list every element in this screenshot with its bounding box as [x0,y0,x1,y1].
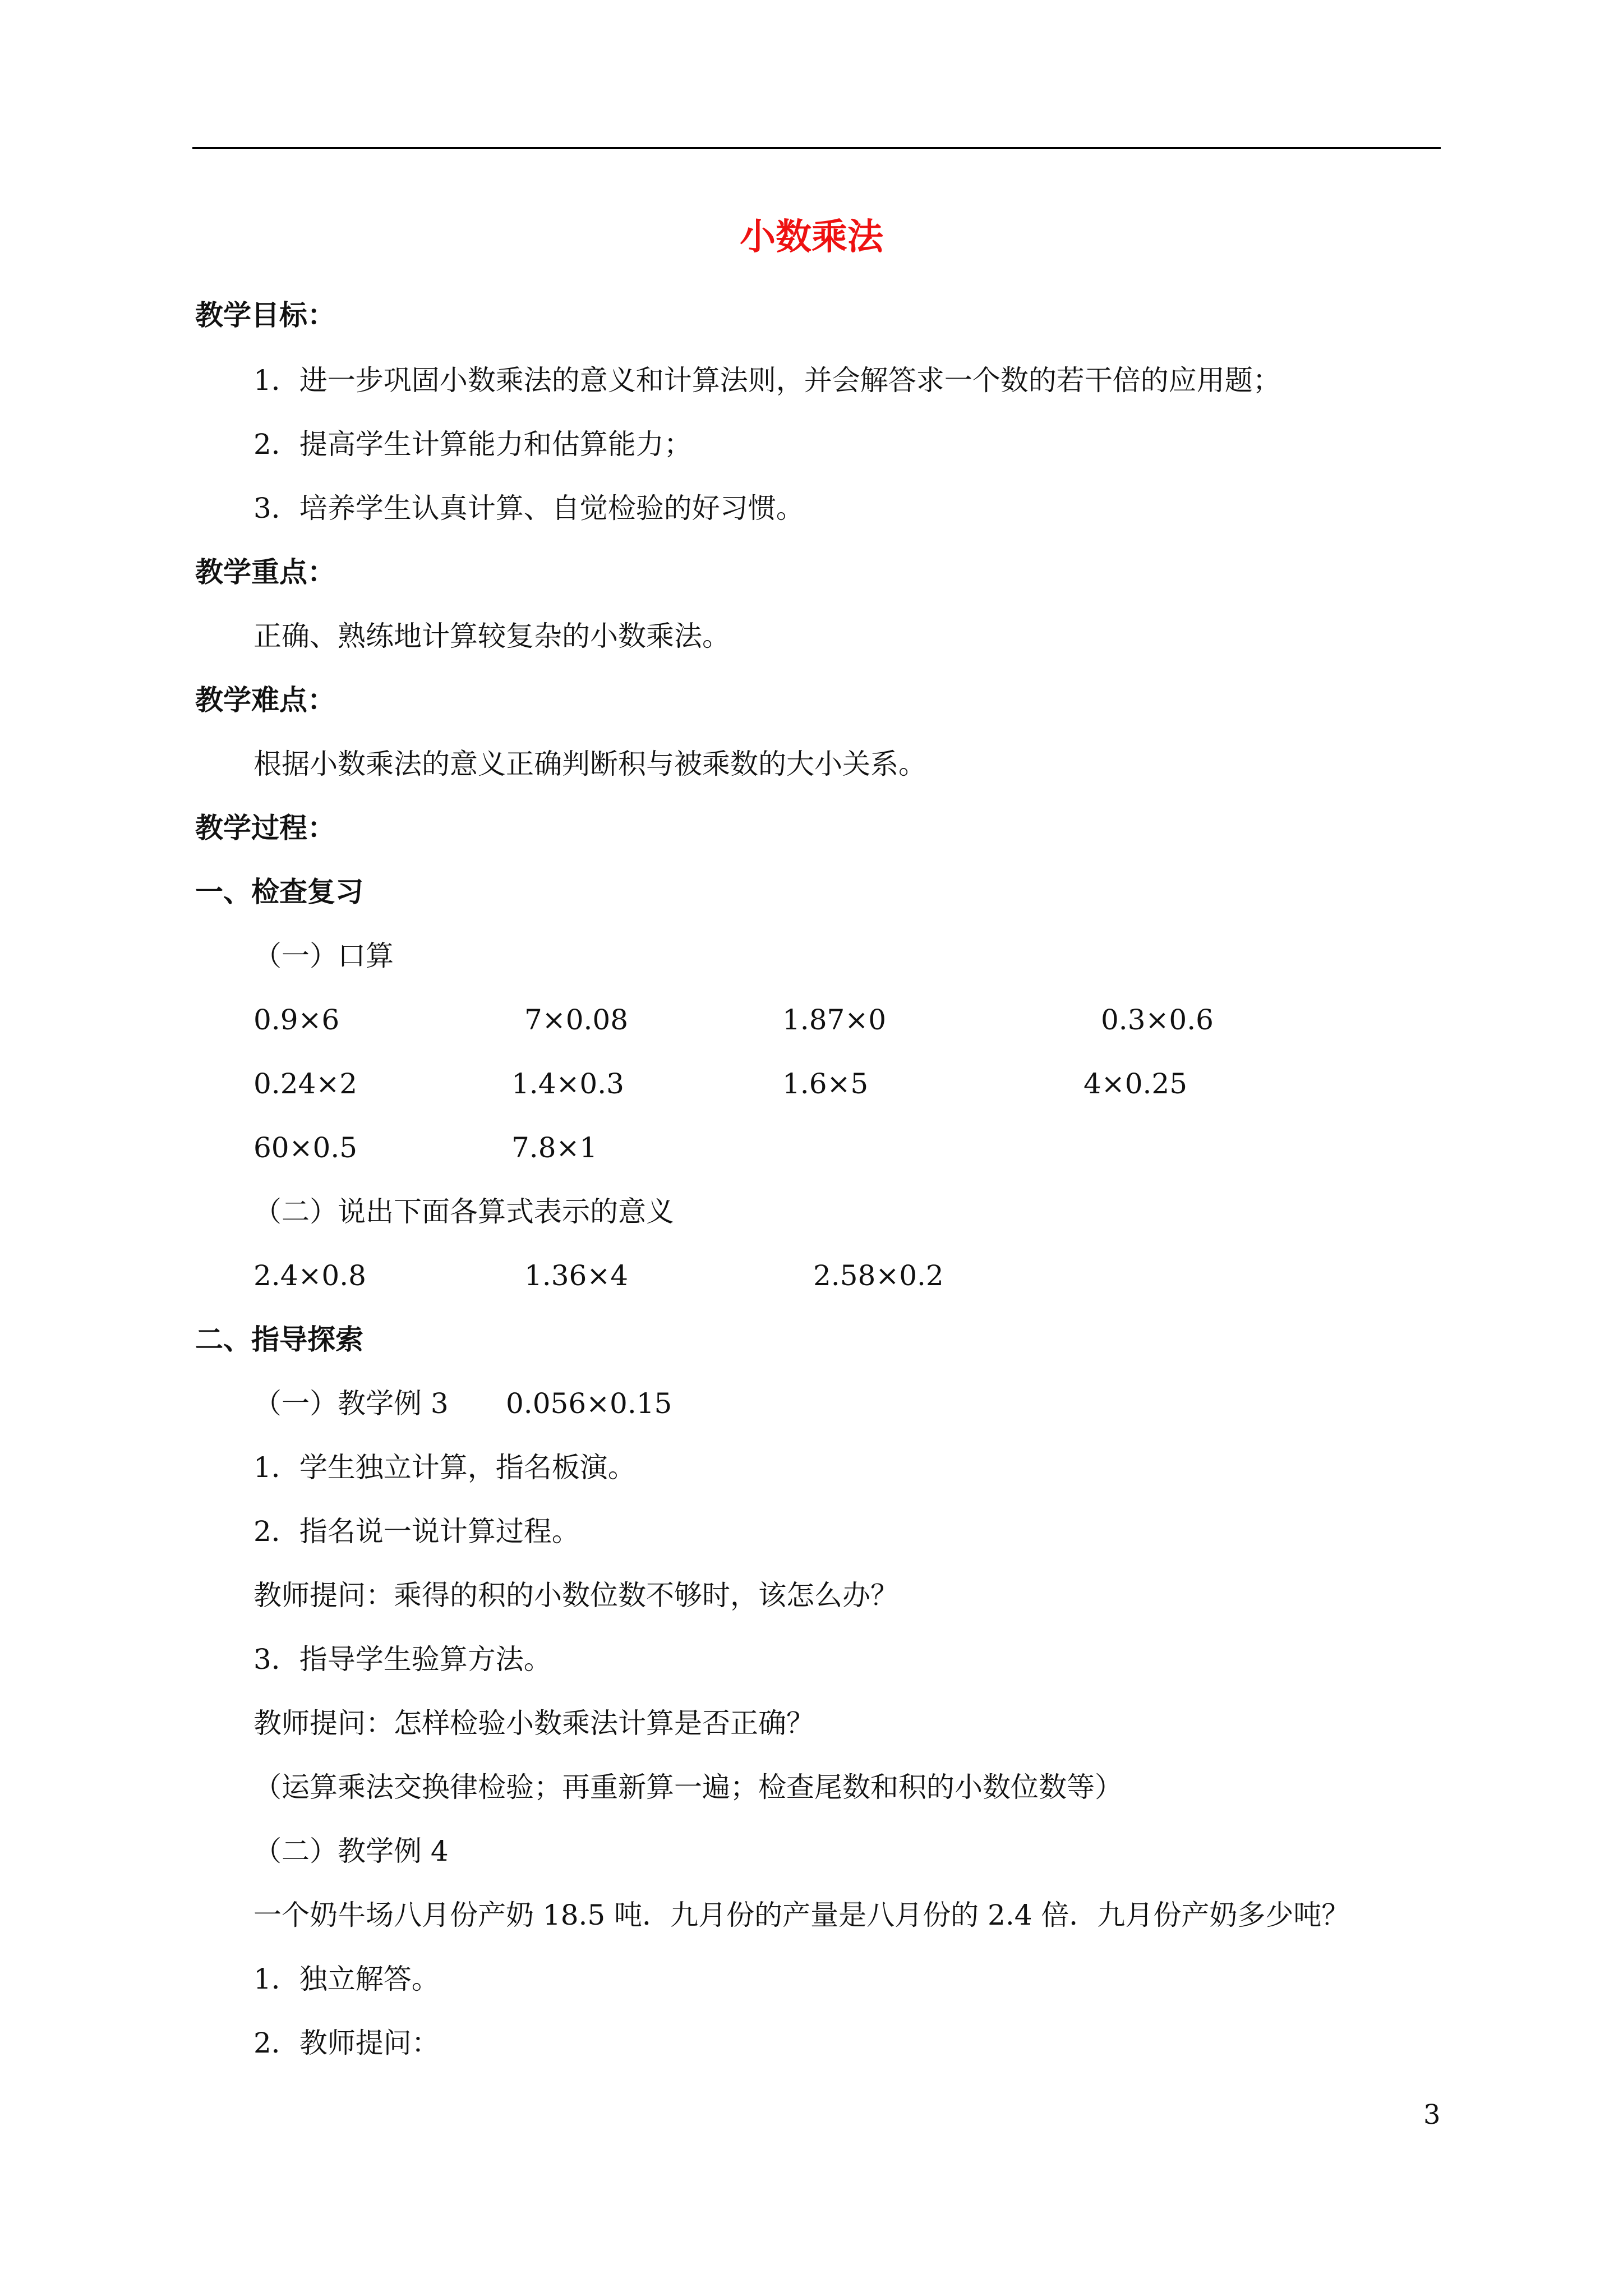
process-line: （运算乘法交换律检验；再重新算一遍；检查尾数和积的小数位数等） [253,1771,1123,1803]
key-points-heading: 教学重点： [195,556,335,588]
page-title: 小数乘法 [740,217,883,258]
header-rule [192,147,1441,149]
meaning-expr: 2.4×0.8 [253,1259,366,1292]
process-line: 1．独立解答。 [253,1963,440,1995]
example4-problem: 一个奶牛场八月份产奶 18.5 吨．九月份的产量是八月份的 2.4 倍．九月份产奶多少吨？ [253,1899,1350,1931]
section2-heading: 二、指导探索 [195,1323,363,1356]
process-line: 教师提问：乘得的积的小数位数不够时，该怎么办？ [253,1579,898,1612]
process-line: 1．学生独立计算，指名板演。 [253,1451,636,1484]
example4-label: （二）教学例 4 [253,1835,449,1867]
meaning-heading: （二）说出下面各算式表示的意义 [253,1195,674,1228]
difficulties-text: 根据小数乘法的意义正确判断积与被乘数的大小关系。 [253,748,926,780]
key-points-text: 正确、熟练地计算较复杂的小数乘法。 [253,620,730,652]
oral-calc-heading: （一）口算 [253,940,394,972]
objective-item-2: 2．提高学生计算能力和估算能力； [253,428,692,461]
oral-expr: 1.4×0.3 [511,1068,624,1100]
oral-expr: 4×0.25 [1083,1068,1188,1100]
page-number: 3 [1423,2099,1441,2131]
meaning-expr: 1.36×4 [524,1259,629,1292]
oral-expr: 7×0.08 [524,1004,629,1036]
oral-expr: 1.6×5 [782,1068,869,1100]
oral-expr: 0.24×2 [253,1068,358,1100]
process-line: 2．指名说一说计算过程。 [253,1515,580,1548]
oral-expr: 1.87×0 [782,1004,887,1036]
oral-expr: 0.9×6 [253,1004,340,1036]
oral-expr: 7.8×1 [511,1131,598,1164]
process-line: 教师提问：怎样检验小数乘法计算是否正确？ [253,1707,814,1740]
process-line: 2．教师提问： [253,2027,440,2059]
process-heading: 教学过程： [195,812,335,844]
process-line: 3．指导学生验算方法。 [253,1643,552,1676]
example3-expr: 0.056×0.15 [506,1387,672,1420]
oral-expr: 0.3×0.6 [1101,1004,1214,1036]
objectives-heading: 教学目标： [195,299,335,332]
meaning-expr: 2.58×0.2 [813,1259,944,1292]
example3-label: （一）教学例 3 [253,1387,449,1420]
oral-expr: 60×0.5 [253,1131,358,1164]
objective-item-3: 3．培养学生认真计算、自觉检验的好习惯。 [253,492,804,524]
difficulties-heading: 教学难点： [195,684,335,716]
section1-heading: 一、检查复习 [195,876,363,908]
objective-item-1: 1．进一步巩固小数乘法的意义和计算法则，并会解答求一个数的若干倍的应用题； [253,364,1281,397]
